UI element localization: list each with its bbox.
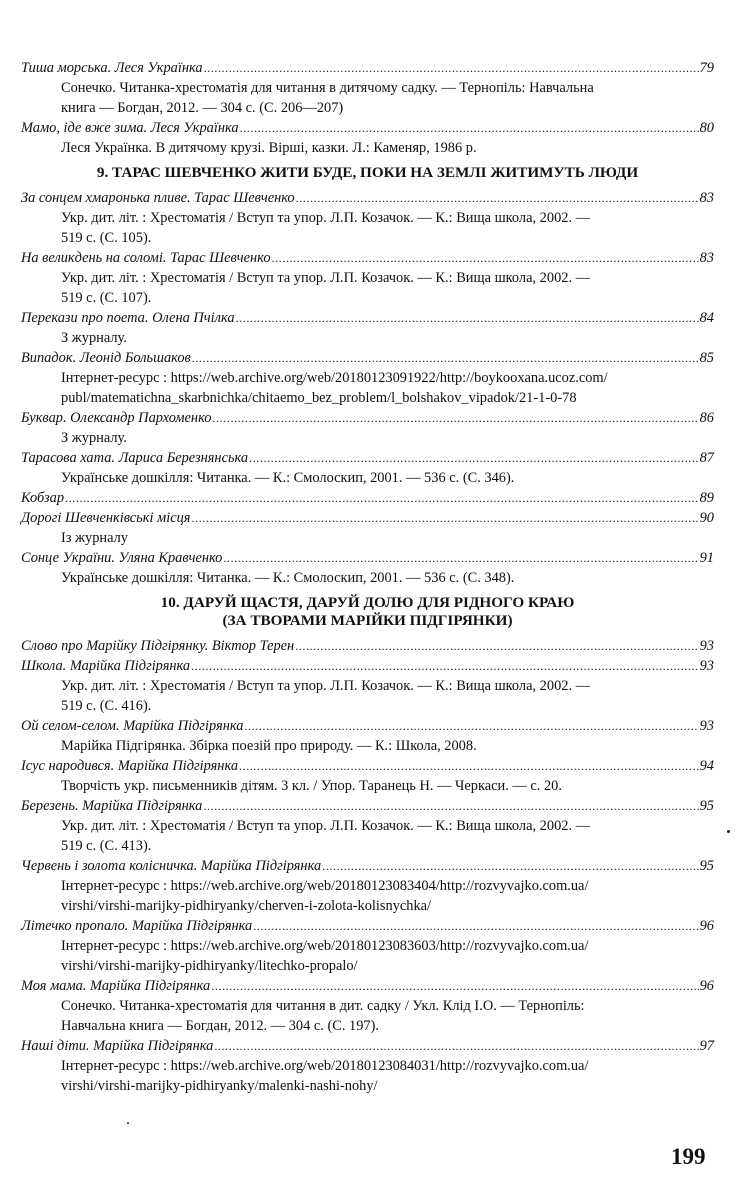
source-line: 519 с. (С. 416). [61, 698, 152, 714]
dot-leader [192, 348, 699, 368]
source-line: 519 с. (С. 105). [61, 230, 152, 246]
toc-entry-source [21, 816, 714, 856]
source-line: Марійка Підгірянка. Збірка поезій про природу. — К.: Школа, 2008. [61, 738, 477, 754]
toc-entry [21, 118, 714, 158]
toc-entry-title: Дорогі Шевченківські місця [21, 510, 191, 526]
toc-entry-page: 87 [699, 450, 714, 466]
toc-entry-title: Мамо, іде вже зима. Леся Українка [21, 120, 239, 136]
dot-leader [272, 248, 699, 268]
toc-entry [21, 58, 714, 118]
toc-entry-title-line [21, 796, 714, 816]
toc-entry-page: 91 [699, 550, 714, 566]
dot-leader [211, 976, 698, 996]
source-line: 519 с. (С. 107). [61, 290, 152, 306]
source-line: З журналу. [61, 330, 127, 346]
toc-entry-title-line [21, 58, 714, 78]
dot-leader [212, 408, 698, 428]
toc-entry [21, 716, 714, 756]
toc-entry-title: Випадок. Леонід Большаков [21, 350, 191, 366]
scan-speck [127, 1122, 129, 1124]
toc-entry [21, 188, 714, 248]
toc-entry [21, 508, 714, 548]
toc-entry-title-line [21, 656, 714, 676]
section-heading [21, 164, 714, 182]
section-heading [21, 594, 714, 630]
toc-entry [21, 548, 714, 588]
toc-entry [21, 248, 714, 308]
toc-entry-title: Літечко пропало. Марійка Підгірянка [21, 918, 253, 934]
toc-entry-source [21, 268, 714, 308]
toc-entry-title: Слово про Марійку Підгірянку. Віктор Терен [21, 638, 295, 654]
toc-entry-title-line [21, 488, 714, 508]
dot-leader [244, 716, 698, 736]
toc-entry-source [21, 368, 714, 408]
dot-leader [249, 448, 699, 468]
toc-entry-title-line [21, 636, 714, 656]
toc-entry-page: 95 [699, 858, 714, 874]
toc-entry-source [21, 996, 714, 1036]
toc-entry-source [21, 328, 714, 348]
source-line: Творчість укр. письменників дітям. 3 кл. / Упор. Таранець Н. — Черкаси. — с. 20. [61, 778, 562, 794]
source-line: книга — Богдан, 2012. — 304 с. (С. 206—207) [61, 100, 344, 116]
toc-entry [21, 348, 714, 408]
dot-leader [296, 188, 699, 208]
dot-leader [253, 916, 698, 936]
source-line: Із журналу [61, 530, 128, 546]
toc-entry-page: 93 [699, 718, 714, 734]
toc-entry-source [21, 676, 714, 716]
toc-entry-title-line [21, 916, 714, 936]
toc-entry-source [21, 528, 714, 548]
toc-entry-title-line [21, 408, 714, 428]
toc-entry [21, 308, 714, 348]
source-line: 519 с. (С. 413). [61, 838, 152, 854]
toc-entry-page: 96 [699, 918, 714, 934]
toc-entry-title-line [21, 308, 714, 328]
dot-leader [192, 508, 699, 528]
dot-leader [65, 488, 699, 508]
source-line: Укр. дит. літ. : Хрестоматія / Вступ та упор. Л.П. Козачок. — К.: Вища школа, 2002. — [61, 270, 591, 286]
page-number: 199 [671, 1144, 706, 1169]
toc-entry-page: 90 [699, 510, 714, 526]
toc-entry-title-line [21, 188, 714, 208]
toc-entry [21, 796, 714, 856]
toc-entry-source [21, 138, 714, 158]
toc-entry-title: Тиша морська. Леся Українка [21, 60, 203, 76]
toc-entry-title-line [21, 508, 714, 528]
toc-entry [21, 1036, 714, 1096]
toc-entry-title: За сонцем хмаронька пливе. Тарас Шевченко [21, 190, 295, 206]
dot-leader [239, 756, 699, 776]
toc-entry [21, 408, 714, 448]
toc-entry [21, 916, 714, 976]
source-line: Українське дошкілля: Читанка. — К.: Смолоскип, 2001. — 536 с. (С. 348). [61, 570, 515, 586]
section-heading-line: 9. ТАРАС ШЕВЧЕНКО ЖИТИ БУДЕ, ПОКИ НА ЗЕМЛІ ЖИТИМУТЬ ЛЮДИ [96, 164, 639, 181]
toc-entry-source [21, 78, 714, 118]
toc-entry-source [21, 876, 714, 916]
toc-entry-title-line [21, 756, 714, 776]
toc-entry-title: Сонце України. Уляна Кравченко [21, 550, 223, 566]
source-line: publ/matematichna_skarbnichka/chitaemo_bez_problem/l_bolshakov_vipadok/21-1-0-78 [61, 390, 577, 406]
source-line: Леся Українка. В дитячому крузі. Вірші, казки. Л.: Каменяр, 1986 р. [61, 140, 477, 156]
toc-entry-page: 97 [699, 1038, 714, 1054]
toc-entry-page: 95 [699, 798, 714, 814]
toc-entry-title: Ісус народився. Марійка Підгірянка [21, 758, 239, 774]
toc-entry-source [21, 776, 714, 796]
source-line: Сонечко. Читанка-хрестоматія для читання в дит. садку / Укл. Клід І.О. — Тернопіль: [61, 998, 585, 1014]
dot-leader [295, 636, 698, 656]
toc-entry-page: 93 [699, 658, 714, 674]
toc-entry-source [21, 936, 714, 976]
toc-entry-source [21, 468, 714, 488]
toc-entry-source [21, 428, 714, 448]
section-heading-line: 10. ДАРУЙ ЩАСТЯ, ДАРУЙ ДОЛЮ ДЛЯ РІДНОГО КРАЮ [160, 594, 575, 611]
toc-entry [21, 636, 714, 656]
toc-entry [21, 488, 714, 508]
toc-entry-page: 80 [699, 120, 714, 136]
toc-entry-page: 83 [699, 250, 714, 266]
toc-entry-title: Наші діти. Марійка Підгірянка [21, 1038, 214, 1054]
toc-entry-page: 85 [699, 350, 714, 366]
toc-entry-title: Червень і золота колісничка. Марійка Підгірянка [21, 858, 322, 874]
toc-entry-title: Тарасова хата. Лариса Березнянська [21, 450, 249, 466]
source-line: Укр. дит. літ. : Хрестоматія / Вступ та упор. Л.П. Козачок. — К.: Вища школа, 2002. — [61, 210, 591, 226]
dot-leader [191, 656, 699, 676]
toc-entry-page: 84 [699, 310, 714, 326]
source-line: З журналу. [61, 430, 127, 446]
toc-entry [21, 656, 714, 716]
toc-entry-page: 83 [699, 190, 714, 206]
source-line: virshi/virshi-marijky-pidhiryanky/cherven-i-zolota-kolisnychka/ [61, 898, 432, 914]
toc-entry-page: 89 [699, 490, 714, 506]
source-line: Інтернет-ресурс : https://web.archive.org/web/20180123083404/http://rozvyvajko.com.ua/ [61, 878, 589, 894]
toc-entry-title: Школа. Марійка Підгірянка [21, 658, 191, 674]
source-line: Інтернет-ресурс : https://web.archive.org/web/20180123091922/http://boykooxana.ucoz.com/ [61, 370, 608, 386]
toc-entry-title-line [21, 248, 714, 268]
source-line: Укр. дит. літ. : Хрестоматія / Вступ та упор. Л.П. Козачок. — К.: Вища школа, 2002. — [61, 818, 591, 834]
source-line: Сонечко. Читанка-хрестоматія для читання в дитячому садку. — Тернопіль: Навчальна [61, 80, 594, 96]
toc-entry-title: Кобзар [21, 490, 65, 506]
source-line: virshi/virshi-marijky-pidhiryanky/litechko-propalo/ [61, 958, 358, 974]
toc-entry-title-line [21, 976, 714, 996]
toc-entry [21, 756, 714, 796]
toc-entry-title-line [21, 448, 714, 468]
toc-entry-title: Буквар. Олександр Пархоменко [21, 410, 212, 426]
dot-leader [240, 118, 699, 138]
toc-entry-title: Перекази про поета. Олена Пчілка [21, 310, 235, 326]
toc-entry-source [21, 1056, 714, 1096]
toc-entry-page: 96 [699, 978, 714, 994]
toc-entry-title-line [21, 1036, 714, 1056]
toc-entry-title-line [21, 348, 714, 368]
dot-leader [322, 856, 698, 876]
toc-entry-title-line [21, 716, 714, 736]
toc-entry-page: 86 [699, 410, 714, 426]
toc-entry [21, 976, 714, 1036]
toc-entry-title: Ой селом-селом. Марійка Підгірянка [21, 718, 244, 734]
table-of-contents [21, 58, 714, 1096]
toc-entry-title-line [21, 548, 714, 568]
toc-entry-title: Березень. Марійка Підгірянка [21, 798, 203, 814]
toc-entry-source [21, 736, 714, 756]
toc-entry-page: 93 [699, 638, 714, 654]
toc-entry-source [21, 568, 714, 588]
source-line: Інтернет-ресурс : https://web.archive.org/web/20180123084031/http://rozvyvajko.com.ua/ [61, 1058, 589, 1074]
dot-leader [203, 796, 698, 816]
source-line: Українське дошкілля: Читанка. — К.: Смолоскип, 2001. — 536 с. (С. 346). [61, 470, 515, 486]
toc-entry-page: 79 [699, 60, 714, 76]
toc-entry-title: Моя мама. Марійка Підгірянка [21, 978, 211, 994]
toc-entry [21, 856, 714, 916]
source-line: Інтернет-ресурс : https://web.archive.org/web/20180123083603/http://rozvyvajko.com.ua/ [61, 938, 589, 954]
scan-speck [727, 830, 730, 833]
dot-leader [236, 308, 699, 328]
source-line: Навчальна книга — Богдан, 2012. — 304 с. (С. 197). [61, 1018, 380, 1034]
dot-leader [214, 1036, 698, 1056]
toc-entry-title: На великдень на соломі. Тарас Шевченко [21, 250, 271, 266]
dot-leader [204, 58, 699, 78]
toc-entry [21, 448, 714, 488]
toc-entry-title-line [21, 118, 714, 138]
toc-entry-source [21, 208, 714, 248]
source-line: virshi/virshi-marijky-pidhiryanky/malenki-nashi-nohy/ [61, 1078, 378, 1094]
section-heading-line: (ЗА ТВОРАМИ МАРІЙКИ ПІДГІРЯНКИ) [222, 612, 513, 629]
source-line: Укр. дит. літ. : Хрестоматія / Вступ та упор. Л.П. Козачок. — К.: Вища школа, 2002. — [61, 678, 591, 694]
toc-entry-title-line [21, 856, 714, 876]
dot-leader [223, 548, 698, 568]
toc-entry-page: 94 [699, 758, 714, 774]
